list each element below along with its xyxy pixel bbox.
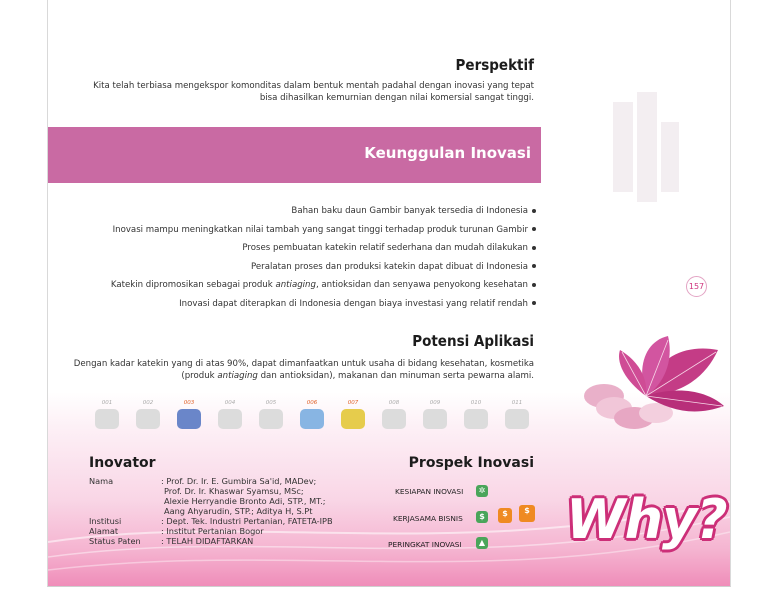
potensi-text: Dengan kadar katekin yang di atas 90%, dapat dimanfaatkan untuk usaha di bidang kesehatan, kosmetika (produk antiaging dan antioksidan), makanan dan minuman serta pewarna alami. (73, 359, 534, 381)
peringkat-label: PERINGKAT INOVASI (388, 540, 462, 549)
alamat-label: Alamat (89, 526, 119, 536)
tech-icon-011: 011 (498, 400, 536, 436)
tech-icon-001: 001 (88, 400, 126, 436)
cogs-icon (464, 409, 488, 429)
tech-icon-005: 005 (252, 400, 290, 436)
keunggulan-list (111, 204, 536, 316)
bullet-icon (532, 227, 536, 231)
nama-label: Nama (89, 476, 114, 486)
ramp-icon (177, 409, 201, 429)
factory-icon (341, 409, 365, 429)
kerjasama-label: KERJASAMA BISNIS (393, 514, 463, 523)
gambir-leaf-illustration (576, 336, 726, 446)
book-page (47, 0, 731, 587)
kesiapan-label: KESIAPAN INOVASI (395, 487, 464, 496)
kerjasama-money-icon: $ (498, 508, 512, 523)
tech-icon-007: 007 (334, 400, 372, 436)
ghost-decoration (613, 92, 681, 210)
nama-value: : Prof. Dr. Ir. E. Gumbira Sa'id, MADev; (161, 476, 317, 486)
list-item: Inovasi mampu meningkatkan nilai tambah yang sangat tinggi terhadap produk turunan Gambir (111, 223, 536, 242)
kerjasama-money-icon: $ (476, 511, 488, 523)
vehicle-icon (136, 409, 160, 429)
list-item: Peralatan proses dan produksi katekin dapat dibuat di Indonesia (111, 260, 536, 279)
list-item: Proses pembuatan katekin relatif sederhana dan mudah dilakukan (111, 241, 536, 260)
tech-icon-002: 002 (129, 400, 167, 436)
kesiapan-gear-icon: ✲ (476, 485, 488, 497)
tech-icon-004: 004 (211, 400, 249, 436)
tools-icon (218, 409, 242, 429)
why-logo: Why? (566, 488, 727, 551)
kerjasama-money-icon: $ (519, 505, 535, 522)
hand-icon (382, 409, 406, 429)
tech-icon-008: 008 (375, 400, 413, 436)
list-item: Katekin dipromosikan sebagai produk antiaging, antioksidan dan senyawa penyokong kesehatan (111, 278, 536, 297)
bullet-icon (532, 209, 536, 213)
technology-icons-row (88, 400, 533, 436)
inovator-title: Inovator (89, 455, 156, 471)
list-item: Bahan baku daun Gambir banyak tersedia di Indonesia (111, 204, 536, 223)
magnifier-icon (300, 409, 324, 429)
alamat-value: : Institut Pertanian Bogor (161, 526, 264, 536)
bullet-icon (532, 246, 536, 250)
tech-icon-006: 006 (293, 400, 331, 436)
tech-icon-003: 003 (170, 400, 208, 436)
page-number: 157 (686, 276, 707, 297)
status-label: Status Paten (89, 536, 141, 546)
bullet-icon (532, 301, 536, 305)
perspektif-title: Perspektif (455, 56, 534, 74)
tech-icon-010: 010 (457, 400, 495, 436)
bullet-icon (532, 264, 536, 268)
nama-value: Alexie Herryandie Bronto Adi, STP., MT.; (164, 496, 326, 506)
boat-icon (259, 409, 283, 429)
nama-value: Aang Ahyarudin, STP.; Aditya H, S.Pt (164, 506, 313, 516)
potensi-title: Potensi Aplikasi (412, 332, 534, 350)
list-item: Inovasi dapat diterapkan di Indonesia dengan biaya investasi yang relatif rendah (111, 297, 536, 316)
status-value: : TELAH DIDAFTARKAN (161, 536, 254, 546)
bullet-icon (532, 283, 536, 287)
perspektif-text: Kita telah terbiasa mengekspor komonditas dalam bentuk mentah padahal dengan inovasi yang tepat bisa dihasilkan kemurnian dengan nilai komersial sangat tinggi. (93, 81, 534, 103)
tech-icon-009: 009 (416, 400, 454, 436)
robot-arm-icon (505, 409, 529, 429)
keunggulan-title: Keunggulan Inovasi (364, 144, 531, 162)
institusi-value: : Dept. Tek. Industri Pertanian, FATETA-IPB (161, 516, 333, 526)
nama-value: Prof. Dr. Ir. Khaswar Syamsu, MSc; (164, 486, 304, 496)
prospek-title: Prospek Inovasi (408, 455, 534, 471)
peringkat-thumb-icon: ▲ (476, 537, 488, 549)
handshake-icon (423, 409, 447, 429)
institusi-label: Institusi (89, 516, 122, 526)
keunggulan-band (48, 127, 541, 183)
gear-machine-icon (95, 409, 119, 429)
